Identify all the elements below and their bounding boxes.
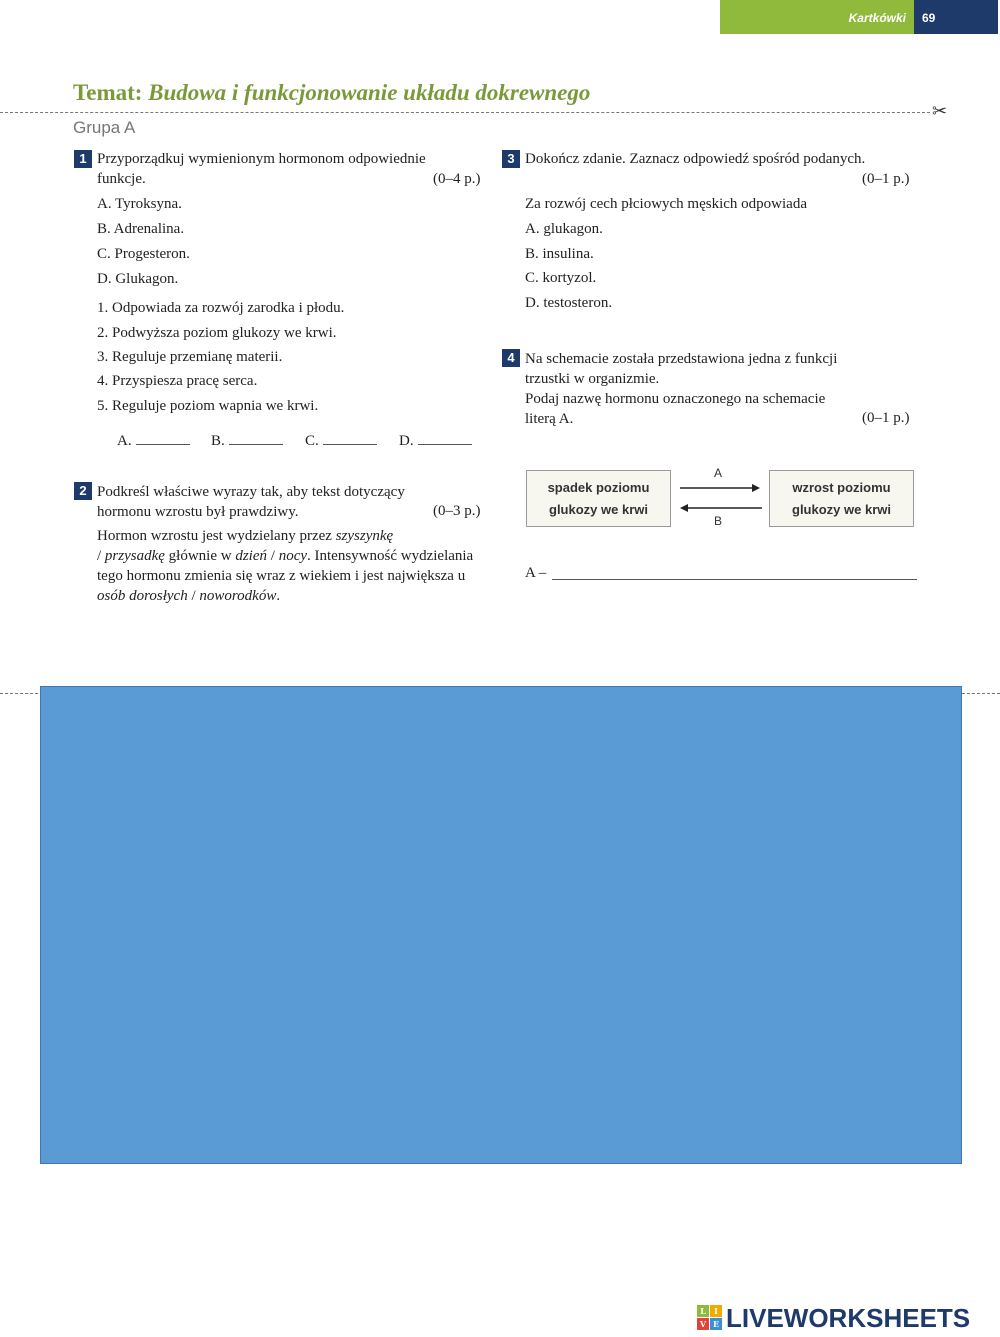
q3-number: 3 (502, 150, 520, 168)
q1-function: 3. Reguluje przemianę materii. (97, 349, 283, 365)
group-label: Grupa A (73, 118, 136, 137)
page-title (73, 80, 590, 106)
q1-function: 2. Podwyższa poziom glukozy we krwi. (97, 325, 337, 341)
q3-text: Dokończ zdanie. Zaznacz odpowiedź spośród podanych. (525, 151, 866, 167)
liveworksheets-logo-icon: L I V E (697, 1305, 723, 1331)
q2-option[interactable]: osób dorosłych (97, 588, 188, 604)
arrow-label-b: B (714, 514, 723, 528)
q1-hormone: C. Progesteron. (97, 246, 190, 262)
arrow-label-a: A (714, 466, 723, 480)
q1-answer-d[interactable]: D. (399, 433, 472, 450)
q1-function: 1. Odpowiada za rozwój zarodka i płodu. (97, 300, 345, 316)
q2-option[interactable]: przysadkę (104, 548, 165, 564)
q2-number: 2 (74, 482, 92, 500)
q2-option[interactable]: szyszynkę (335, 528, 394, 544)
q4-number: 4 (502, 349, 520, 367)
q3-option[interactable]: D. testosteron. (525, 295, 613, 311)
q2-option[interactable]: noworodków (199, 588, 277, 604)
q2-option[interactable]: dzień (235, 548, 268, 564)
q1-function: 4. Przyspiesza pracę serca. (97, 373, 258, 389)
q1-function: 5. Reguluje poziom wapnia we krwi. (97, 398, 319, 414)
q4-answer-field[interactable] (552, 579, 917, 580)
diagram-box-high-glucose: wzrost poziomu glukozy we krwi (769, 470, 914, 527)
q1-hormone: D. Glukagon. (97, 271, 179, 287)
diagram-arrows (676, 478, 766, 518)
title-topic: Budowa i funkcjonowanie układu dokrewnego (148, 80, 591, 105)
q4-text: Na schemacie została przedstawiona jedna z funkcji trzustki w organizmie. Podaj nazwę hormonu oznaczonego na schemacie literą A. (525, 351, 838, 427)
q1-hormone: B. Adrenalina. (97, 221, 185, 237)
page-number: 69 (922, 11, 936, 25)
liveworksheets-logo: LIVEWORKSHEETS (726, 1303, 971, 1333)
q4-points: (0–1 p.) (862, 410, 910, 426)
q1-answer-c[interactable]: C. (305, 433, 377, 450)
q3-option[interactable]: A. glukagon. (525, 221, 603, 237)
q2-text: Podkreśl właściwe wyrazy tak, aby tekst dotyczący hormonu wzrostu był prawdziwy. (97, 484, 405, 520)
title-prefix: Temat: (73, 80, 143, 105)
diagram-box-low-glucose: spadek poziomu glukozy we krwi (526, 470, 671, 527)
q3-points: (0–1 p.) (862, 171, 910, 187)
blue-overlay-panel (40, 686, 962, 1164)
section-tab (720, 0, 914, 34)
q1-answer-a[interactable]: A. (117, 433, 190, 450)
arrow-left-head (680, 504, 688, 512)
q1-answer-b[interactable]: B. (211, 433, 283, 450)
page-number-tab (914, 0, 998, 34)
q3-option[interactable]: C. kortyzol. (525, 270, 597, 286)
scissors-icon: ✂ (932, 101, 948, 122)
q1-points: (0–4 p.) (433, 171, 481, 187)
q1-number: 1 (74, 150, 92, 168)
q4-answer-label: A – (525, 565, 547, 581)
arrow-right-head (752, 484, 760, 492)
q1-text: Przyporządkuj wymienionym hormonom odpowiednie funkcje. (97, 151, 426, 187)
q3-option[interactable]: B. insulina. (525, 246, 594, 262)
q2-points: (0–3 p.) (433, 503, 481, 519)
q2-body: Hormon wzrostu jest wydzielany przez szyszynkę / przysadkę głównie w dzień / nocy. Intensywność wydzielania tego hormonu zmienia się wraz z wiekiem i jest największa u osób dorosłych / noworodków. (97, 528, 474, 604)
q1-hormone: A. Tyroksyna. (97, 196, 182, 212)
q3-stem: Za rozwój cech płciowych męskich odpowiada (525, 196, 807, 212)
section-label: Kartkówki (848, 11, 906, 25)
q2-option[interactable]: nocy (278, 548, 308, 564)
cut-line-top (0, 112, 930, 113)
